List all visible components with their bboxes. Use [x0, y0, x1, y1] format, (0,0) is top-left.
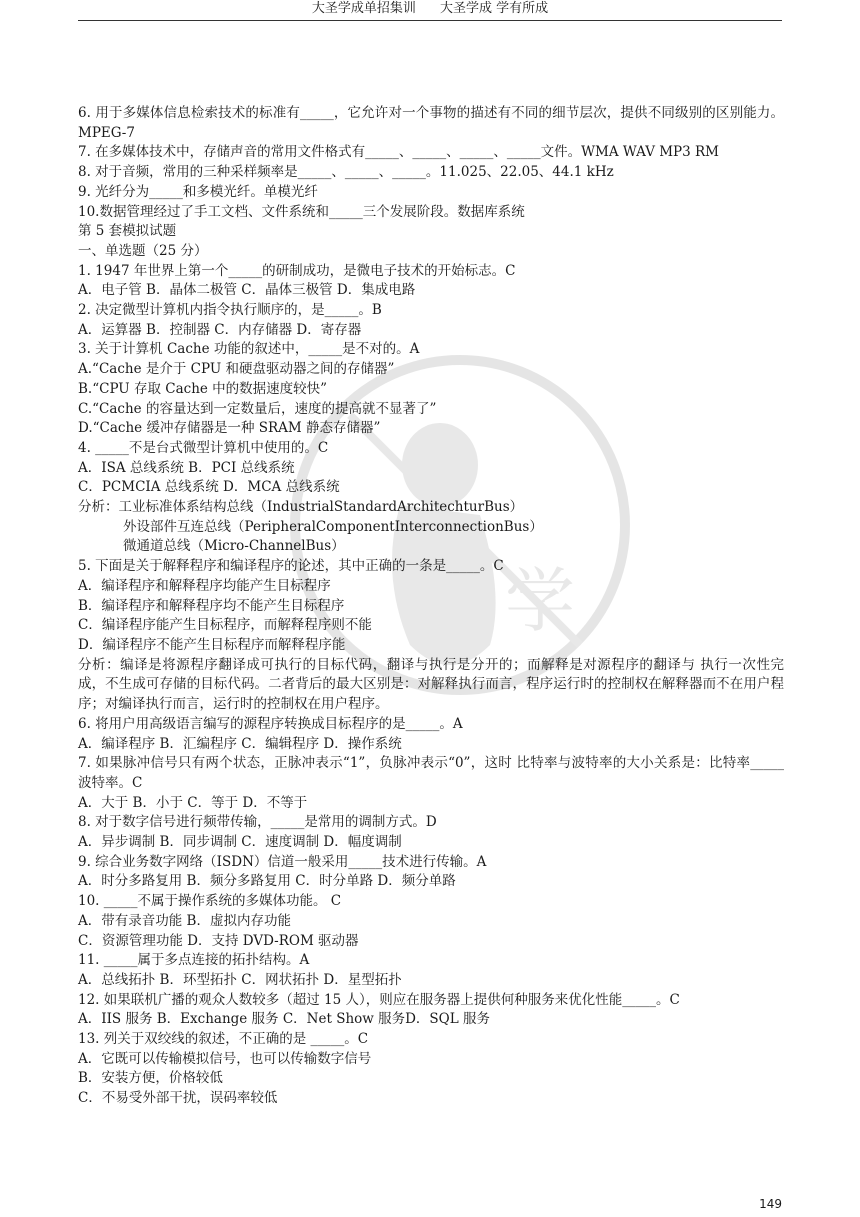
- document-body: [78, 104, 784, 1109]
- text-line: A.“Cache 是介于 CPU 和硬盘驱动器之间的存储器”: [78, 361, 395, 378]
- text-line: 外设部件互连总线（PeripheralComponentInterconnectionBus）: [123, 518, 543, 535]
- text-line: 10.数据管理经过了手工文档、文件系统和_____三个发展阶段。数据库系统: [78, 203, 525, 220]
- text-line: 2. 决定微型计算机内指令执行顺序的，是_____。B: [78, 302, 382, 319]
- text-line: B．编译程序和解释程序均不能产生目标程序: [78, 597, 345, 614]
- text-line: 分析：工业标准体系结构总线（IndustrialStandardArchitechturBus）: [78, 499, 524, 516]
- text-line: A．运算器 B．控制器 C．内存储器 D．寄存器: [78, 321, 362, 338]
- text-line: B.“CPU 存取 Cache 中的数据速度较快”: [78, 380, 328, 397]
- text-line: A．ISA 总线系统 B．PCI 总线系统: [78, 459, 295, 476]
- text-line: C．不易受外部干扰，误码率较低: [78, 1090, 278, 1107]
- text-line: D.“Cache 缓冲存储器是一种 SRAM 静态存储器”: [78, 420, 381, 437]
- text-line: A．异步调制 B．同步调制 C．速度调制 D．幅度调制: [78, 834, 402, 851]
- page-number: 149: [759, 1197, 782, 1211]
- text-line: C.“Cache 的容量达到一定数量后，速度的提高就不显著了”: [78, 400, 437, 417]
- text-line: 13. 列关于双绞线的叙述，不正确的是 _____。C: [78, 1031, 369, 1048]
- text-line: A．带有录音功能 B．虚拟内存功能: [78, 912, 291, 929]
- text-line: 8. 对于音频，常用的三种采样频率是_____、_____、_____。11.025、22.05、44.1 kHz: [78, 164, 614, 181]
- text-line: D．编译程序不能产生目标程序而解释程序能: [78, 636, 346, 653]
- text-line: 7. 如果脉冲信号只有两个状态，正脉冲表示“1”，负脉冲表示“0”，这时 比特率与波特率的大小关系是：比特率_____波特率。C: [78, 755, 784, 791]
- text-line: 12. 如果联机广播的观众人数较多（超过 15 人），则应在服务器上提供何种服务来优化性能_____。C: [78, 991, 680, 1008]
- text-line: 1. 1947 年世界上第一个_____的研制成功，是微电子技术的开始标志。C: [78, 262, 516, 279]
- text-line: A．它既可以传输模拟信号，也可以传输数字信号: [78, 1050, 372, 1067]
- header-left-text: 大圣学成单招集训: [311, 1, 416, 16]
- header-right-text: 大圣学成 学有所成: [440, 1, 549, 16]
- text-line: 一、单选题（25 分）: [78, 242, 208, 259]
- text-line: 分析：编译是将源程序翻译成可执行的目标代码，翻译与执行是分开的；而解释是对源程序的翻译与 执行一次性完成，不生成可存储的目标代码。二者背后的最大区别是：对解释执行而言，程序运行时的控制权在解释器而不在用户程序；对编译执行而言，运行时的控制权在用户程序。: [78, 656, 784, 713]
- text-line: 9. 综合业务数字网络（ISDN）信道一般采用_____技术进行传输。A: [78, 853, 487, 870]
- text-line: 微通道总线（Micro-ChannelBus）: [123, 538, 345, 555]
- text-line: A．IIS 服务 B．Exchange 服务 C．Net Show 服务D．SQL 服务: [78, 1011, 491, 1028]
- text-line: 4. _____不是台式微型计算机中使用的。C: [78, 439, 329, 456]
- text-line: 11. _____属于多点连接的拓扑结构。A: [78, 952, 310, 969]
- text-line: A．总线拓扑 B．环型拓扑 C．网状拓扑 D．星型拓扑: [78, 971, 402, 988]
- text-line: 6. 用于多媒体信息检索技术的标准有_____，它允许对一个事物的描述有不同的细节层次，提供不同级别的区别能力。MPEG-7: [78, 105, 784, 141]
- text-line: A．编译程序和解释程序均能产生目标程序: [78, 577, 331, 594]
- text-line: A．时分多路复用 B．频分多路复用 C．时分单路 D．频分单路: [78, 873, 456, 890]
- text-line: 9. 光纤分为_____和多模光纤。单模光纤: [78, 183, 318, 200]
- text-line: 7. 在多媒体技术中，存储声音的常用文件格式有_____、_____、_____、_____文件。WMA WAV MP3 RM: [78, 144, 720, 161]
- text-line: 5. 下面是关于解释程序和编译程序的论述，其中正确的一条是_____。C: [78, 558, 504, 575]
- text-line: A．电子管 B．晶体二极管 C．晶体三极管 D．集成电路: [78, 282, 416, 299]
- svg-text:学: 学: [505, 560, 575, 642]
- text-line: 10. _____不属于操作系统的多媒体功能。 C: [78, 893, 342, 910]
- text-line: 8. 对于数字信号进行频带传输，_____是常用的调制方式。D: [78, 814, 437, 831]
- page-header: [78, 0, 782, 21]
- text-line: 3. 关于计算机 Cache 功能的叙述中，_____是不对的。A: [78, 341, 420, 358]
- text-line: C．编译程序能产生目标程序，而解释程序则不能: [78, 617, 372, 634]
- text-line: A．大于 B．小于 C．等于 D．不等于: [78, 794, 308, 811]
- text-line: A．编译程序 B．汇编程序 C．编辑程序 D．操作系统: [78, 735, 402, 752]
- text-line: C．PCMCIA 总线系统 D．MCA 总线系统: [78, 479, 340, 496]
- text-line: C．资源管理功能 D．支持 DVD-ROM 驱动器: [78, 932, 359, 949]
- text-line: 第 5 套模拟试题: [78, 223, 177, 240]
- text-line: 6. 将用户用高级语言编写的源程序转换成目标程序的是_____。A: [78, 715, 463, 732]
- text-line: B．安装方便，价格较低: [78, 1070, 223, 1087]
